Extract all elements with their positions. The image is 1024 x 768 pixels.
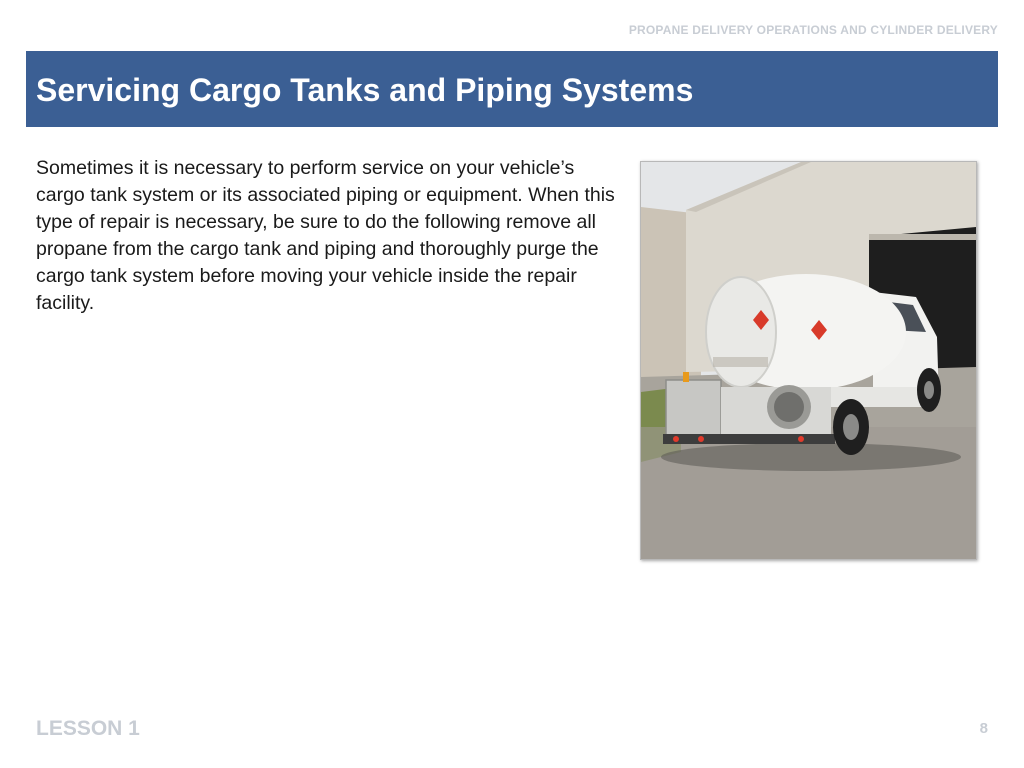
truck-illustration	[641, 162, 976, 559]
propane-truck-photo	[640, 161, 977, 560]
slide-title: Servicing Cargo Tanks and Piping Systems	[36, 72, 694, 108]
page-number: 8	[979, 720, 988, 737]
body-paragraph: Sometimes it is necessary to perform service on your vehicle’s cargo tank system or its associated piping or equipment. When this type of repair is necessary, be sure to do the following remove all propane from the cargo tank and piping and thoroughly purge the cargo tank system before moving your vehicle inside the repair facility.	[36, 157, 615, 314]
header-caption: PROPANE DELIVERY OPERATIONS AND CYLINDER DELIVERY	[628, 23, 998, 37]
footer-lesson: LESSON 1	[36, 717, 140, 740]
title-bar	[26, 51, 998, 127]
